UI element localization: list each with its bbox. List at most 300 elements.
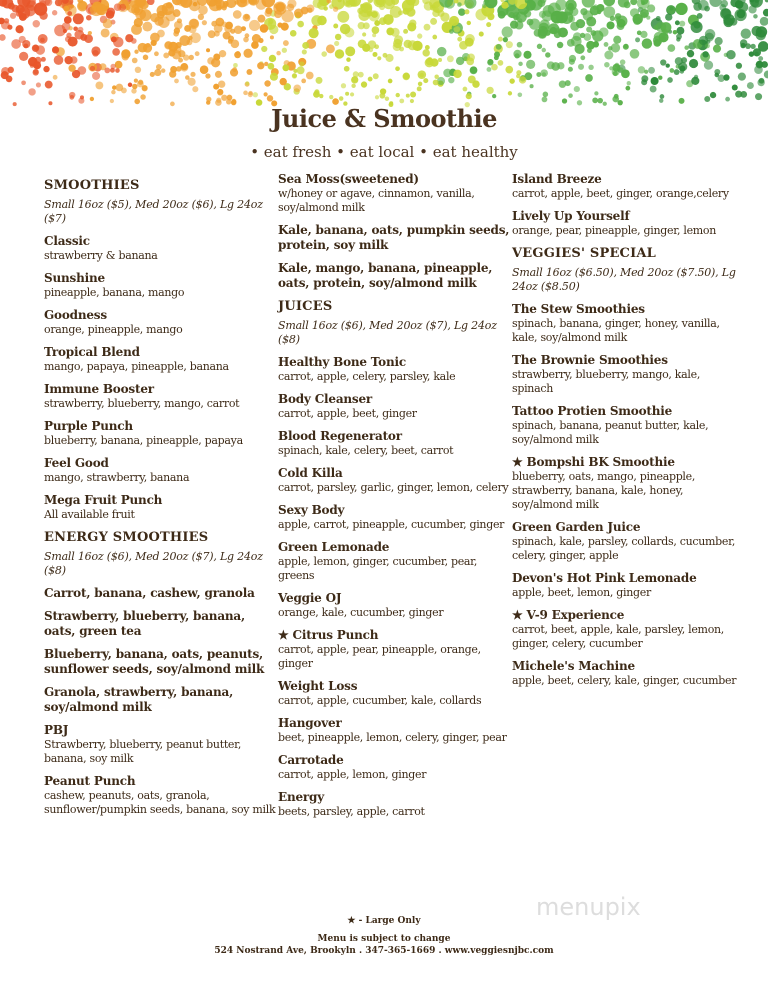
decorative-dot: [278, 23, 283, 28]
decorative-dot: [173, 31, 179, 37]
decorative-dot: [430, 18, 437, 25]
decorative-dot: [713, 45, 721, 53]
decorative-dot: [498, 60, 504, 66]
decorative-dot: [674, 69, 680, 75]
menu-item-ingredients: cashew, peanuts, oats, granola, sunflower/pumpkin seeds, banana, soy milk: [44, 789, 276, 816]
decorative-dot: [644, 70, 648, 74]
decorative-dot: [721, 9, 730, 18]
decorative-dot: [329, 95, 333, 99]
decorative-dot: [467, 53, 475, 61]
decorative-dot: [410, 91, 416, 97]
decorative-dot: [260, 24, 269, 33]
decorative-dot: [276, 51, 281, 56]
decorative-dot: [116, 84, 124, 92]
decorative-dot: [591, 30, 597, 36]
decorative-dot: [88, 31, 92, 35]
menu-item-ingredients: apple, lemon, ginger, cucumber, pear, greens: [278, 555, 478, 582]
menu-column-2: [278, 172, 510, 827]
decorative-dot: [282, 48, 287, 53]
decorative-dot: [658, 76, 662, 80]
decorative-dot: [165, 41, 173, 49]
menu-item: [278, 429, 510, 458]
decorative-dot: [188, 78, 196, 86]
decorative-dot: [230, 29, 235, 34]
decorative-dot: [290, 30, 297, 37]
decorative-dot: [357, 8, 363, 14]
decorative-dot: [571, 36, 582, 47]
decorative-dot: [758, 56, 763, 61]
decorative-dot: [503, 37, 508, 42]
menu-item-name: Energy: [278, 790, 324, 804]
decorative-dot: [134, 79, 138, 83]
decorative-dot: [223, 32, 231, 40]
decorative-dot: [216, 98, 221, 103]
decorative-dot: [457, 37, 462, 42]
menu-item: [278, 172, 510, 215]
menu-item: [278, 790, 510, 819]
menu-item-ingredients: apple, beet, lemon, ginger: [512, 586, 651, 599]
decorative-dot: [568, 93, 573, 98]
decorative-dot: [246, 69, 252, 75]
decorative-dot: [637, 30, 642, 35]
menu-item: [512, 608, 744, 651]
decorative-dot: [132, 58, 138, 64]
decorative-dot: [651, 77, 659, 85]
decorative-dot: [399, 99, 404, 104]
decorative-dot: [335, 34, 341, 40]
decorative-dot: [676, 27, 684, 35]
decorative-dot: [673, 30, 678, 35]
decorative-dot: [362, 32, 366, 36]
decorative-dot: [684, 45, 689, 50]
decorative-dot: [43, 66, 49, 72]
decorative-dot: [174, 79, 179, 84]
decorative-dot: [373, 73, 379, 79]
menu-item-ingredients: blueberry, oats, mango, pineapple, strawberry, banana, kale, honey, soy/almond milk: [512, 470, 696, 511]
decorative-dot: [487, 67, 492, 72]
decorative-dot: [624, 44, 629, 49]
menu-item-name: Lively Up Yourself: [512, 209, 630, 223]
decorative-dot: [345, 46, 355, 56]
decorative-dot: [292, 73, 297, 78]
decorative-dot: [437, 47, 446, 56]
decorative-dot: [519, 76, 526, 83]
decorative-dot: [406, 94, 410, 98]
decorative-dot: [569, 7, 578, 16]
decorative-dot: [341, 83, 346, 88]
decorative-dot: [723, 74, 729, 80]
decorative-dot: [174, 21, 183, 30]
decorative-dot: [270, 35, 274, 39]
menu-item: [512, 520, 744, 563]
menu-item: [44, 234, 276, 263]
decorative-dot: [110, 99, 114, 103]
decorative-dot: [128, 83, 132, 87]
menu-item-name: Island Breeze: [512, 172, 602, 186]
section-pricing: Small 16oz ($5), Med 20oz ($6), Lg 24oz ($7): [44, 198, 263, 225]
decorative-dot: [282, 64, 289, 71]
decorative-dot: [458, 8, 465, 15]
decorative-dot: [667, 44, 675, 52]
section-heading: ENERGY SMOOTHIES: [44, 530, 209, 545]
decorative-dot: [373, 52, 378, 57]
menu-item-ingredients: All available fruit: [44, 508, 135, 521]
decorative-dot: [234, 26, 243, 35]
decorative-dot: [475, 9, 487, 21]
decorative-dot: [214, 24, 223, 33]
menu-item: [278, 716, 510, 745]
menu-item-name: Goodness: [44, 308, 107, 322]
decorative-dot: [449, 16, 459, 26]
menu-item-ingredients: spinach, kale, parsley, collards, cucumber, celery, ginger, apple: [512, 535, 736, 562]
decorative-dot: [395, 66, 400, 71]
decorative-dot: [339, 96, 344, 101]
decorative-dot: [162, 3, 174, 15]
decorative-dot: [190, 19, 199, 28]
decorative-dot: [92, 50, 99, 57]
menu-item: [512, 404, 744, 447]
menu-item-name: Devon's Hot Pink Lemonade: [512, 571, 697, 585]
menu-item: [512, 353, 744, 396]
decorative-dot: [233, 63, 238, 68]
menu-item-name: Carrot, banana, cashew, granola: [44, 586, 255, 600]
menu-item-ingredients: carrot, apple, beet, ginger, orange,celery: [512, 187, 729, 200]
decorative-dot: [316, 77, 323, 84]
decorative-dot: [536, 72, 541, 77]
decorative-dot: [660, 59, 666, 65]
decorative-dot: [125, 34, 133, 42]
decorative-dot: [265, 10, 272, 17]
decorative-dot: [249, 20, 260, 31]
menu-item-ingredients: carrot, beet, apple, kale, parsley, lemon, ginger, celery, cucumber: [512, 623, 724, 650]
decorative-dot: [518, 18, 522, 22]
menu-item: [44, 493, 276, 522]
decorative-dot: [30, 64, 34, 68]
decorative-dot: [607, 21, 615, 29]
decorative-dot: [613, 36, 621, 44]
decorative-dot: [337, 11, 349, 23]
decorative-dot: [524, 10, 532, 18]
decorative-dot: [287, 4, 294, 11]
decorative-dot: [221, 95, 227, 101]
decorative-dot: [630, 8, 639, 17]
decorative-dot: [142, 22, 152, 32]
decorative-dot: [78, 66, 87, 75]
menu-item-ingredients: beets, parsley, apple, carrot: [278, 805, 425, 818]
menu-item-ingredients: carrot, apple, celery, parsley, kale: [278, 370, 456, 383]
decorative-dot: [73, 26, 78, 31]
decorative-dot: [678, 62, 687, 71]
decorative-dot: [84, 34, 93, 43]
decorative-dot: [253, 92, 258, 97]
decorative-dot: [466, 93, 472, 99]
decorative-dot: [244, 14, 249, 19]
decorative-dot: [294, 8, 303, 17]
decorative-dot: [375, 95, 379, 99]
decorative-dot: [432, 35, 437, 40]
decorative-dot: [725, 97, 730, 102]
menu-item-name: Mega Fruit Punch: [44, 493, 163, 507]
decorative-dot: [438, 58, 442, 62]
decorative-dot: [40, 38, 45, 43]
decorative-dot: [402, 73, 409, 80]
decorative-dot: [557, 42, 563, 48]
decorative-dot: [218, 81, 225, 88]
decorative-dot: [409, 19, 416, 26]
decorative-dot: [689, 59, 698, 68]
decorative-dot: [670, 68, 675, 73]
decorative-dot: [736, 63, 742, 69]
decorative-dot: [537, 44, 542, 49]
menu-item-ingredients: orange, kale, cucumber, ginger: [278, 606, 444, 619]
decorative-dot: [738, 2, 748, 12]
decorative-dot: [603, 6, 615, 18]
decorative-dot: [307, 7, 312, 12]
decorative-dot: [386, 27, 394, 35]
decorative-dot: [705, 33, 714, 42]
menu-item-name: ★ V-9 Experience: [512, 608, 625, 622]
decorative-dot: [269, 25, 278, 34]
decorative-dot: [404, 40, 412, 48]
decorative-dot: [403, 8, 410, 15]
decorative-dot: [449, 29, 454, 34]
decorative-dot: [281, 10, 293, 22]
decorative-dot: [205, 73, 210, 78]
decorative-dot: [216, 5, 222, 11]
decorative-dot: [753, 14, 758, 19]
decorative-dot: [7, 25, 12, 30]
menu-item-ingredients: strawberry, blueberry, mango, kale, spinach: [512, 368, 701, 395]
decorative-dot: [264, 80, 270, 86]
decorative-dot: [217, 89, 223, 95]
decorative-dot: [383, 14, 394, 25]
decorative-dot: [323, 6, 328, 11]
decorative-dot: [15, 25, 23, 33]
decorative-dot: [52, 10, 57, 15]
decorative-dot: [543, 92, 549, 98]
decorative-dot: [33, 61, 41, 69]
decorative-dot: [270, 73, 278, 81]
decorative-dot: [156, 64, 162, 70]
decorative-dot: [565, 80, 571, 86]
menu-item: [278, 591, 510, 620]
decorative-dot: [518, 92, 523, 97]
decorative-dot: [114, 3, 122, 11]
decorative-dot: [313, 91, 320, 98]
decorative-dot: [750, 44, 755, 49]
menu-item: [512, 455, 744, 512]
decorative-dot: [508, 91, 512, 95]
decorative-dot: [496, 44, 502, 50]
menu-item-ingredients: carrot, apple, lemon, ginger: [278, 768, 427, 781]
decorative-dot: [679, 21, 685, 27]
tagline: • eat fresh • eat local • eat healthy: [250, 143, 518, 161]
decorative-dot: [588, 65, 593, 70]
decorative-dot: [154, 69, 161, 76]
decorative-dot: [604, 51, 613, 60]
decorative-dot: [714, 73, 719, 78]
decorative-dot: [403, 29, 408, 34]
menu-item-ingredients: strawberry & banana: [44, 249, 158, 262]
decorative-dot: [344, 27, 354, 37]
decorative-dot: [425, 45, 430, 50]
decorative-dot: [329, 4, 334, 9]
decorative-dot: [625, 86, 630, 91]
menu-item: [512, 571, 744, 600]
menu-item: [44, 456, 276, 485]
decorative-dot: [642, 38, 652, 48]
decorative-dot: [491, 64, 498, 71]
decorative-dot: [142, 85, 148, 91]
decorative-dot: [464, 0, 476, 9]
decorative-dot: [248, 92, 253, 97]
decorative-dot: [190, 72, 195, 77]
decorative-dot: [710, 92, 716, 98]
decorative-dot: [691, 21, 703, 33]
decorative-dot: [135, 9, 146, 20]
decorative-dot: [492, 94, 496, 98]
decorative-dot: [518, 62, 522, 66]
decorative-dot: [231, 40, 240, 49]
disclaimer: Menu is subject to change: [317, 934, 451, 944]
decorative-dot: [103, 19, 113, 29]
decorative-dot: [586, 41, 595, 50]
decorative-dot: [135, 67, 141, 73]
menu-item: [278, 392, 510, 421]
decorative-dot: [306, 72, 314, 80]
decorative-dot: [603, 0, 615, 6]
menu-item-ingredients: orange, pineapple, mango: [44, 323, 183, 336]
decorative-dot: [590, 6, 600, 16]
decorative-dot: [180, 63, 188, 71]
decorative-dot: [221, 21, 227, 27]
decorative-dot: [570, 22, 579, 31]
decorative-dot: [131, 88, 136, 93]
decorative-dot: [638, 66, 645, 73]
decorative-dot: [115, 61, 123, 69]
decorative-dot: [542, 48, 546, 52]
menu-item-name: Body Cleanser: [278, 392, 373, 406]
decorative-dot: [594, 91, 598, 95]
menu-column-3: [512, 172, 744, 696]
menu-item-ingredients: apple, beet, celery, kale, ginger, cucumber: [512, 674, 737, 687]
decorative-dot: [21, 80, 26, 85]
decorative-dot: [414, 44, 420, 50]
decorative-dot: [107, 8, 115, 16]
section-pricing: Small 16oz ($6), Med 20oz ($7), Lg 24oz ($8): [44, 550, 263, 577]
decorative-dot: [358, 72, 364, 78]
decorative-dot: [243, 91, 248, 96]
decorative-dot: [705, 43, 710, 48]
decorative-dot: [738, 73, 746, 81]
decorative-dot: [157, 30, 165, 38]
decorative-dot: [301, 79, 306, 84]
decorative-dot: [568, 67, 573, 72]
decorative-dot: [424, 24, 431, 31]
decorative-dot: [232, 67, 237, 72]
menu-item: [44, 774, 276, 817]
decorative-dot: [122, 53, 130, 61]
large-only-note: ★ - Large Only: [347, 916, 421, 926]
menu-item: [278, 466, 510, 495]
menu-item: [44, 647, 276, 677]
decorative-dot: [234, 51, 241, 58]
decorative-dot: [633, 17, 641, 25]
decorative-dot: [111, 90, 115, 94]
decorative-dot: [554, 31, 561, 38]
decorative-dot: [514, 53, 519, 58]
decorative-dot: [704, 96, 710, 102]
decorative-dot: [509, 78, 514, 83]
menu-item: [44, 345, 276, 374]
menu-item: [44, 271, 276, 300]
decorative-dot: [259, 38, 264, 43]
decorative-dot: [345, 92, 349, 96]
decorative-dot: [317, 16, 327, 26]
decorative-dot: [90, 97, 94, 101]
decorative-dot: [368, 77, 373, 82]
menu-item-name: Strawberry, blueberry, banana, oats, green tea: [44, 609, 245, 638]
decorative-dot: [423, 78, 428, 83]
menu-item-name: Sea Moss(sweetened): [278, 172, 419, 186]
menu-item: [512, 659, 744, 688]
decorative-dot: [463, 87, 468, 92]
decorative-dot: [486, 87, 493, 94]
menu-item-name: Cold Killa: [278, 466, 343, 480]
decorative-dot: [154, 51, 159, 56]
decorative-dot: [36, 82, 41, 87]
menu-item-name: Feel Good: [44, 456, 109, 470]
decorative-dot: [613, 71, 618, 76]
decorative-dot: [101, 28, 110, 37]
menu-item: [44, 308, 276, 337]
decorative-dot: [453, 70, 462, 79]
menu-item: [278, 753, 510, 782]
menu-item-ingredients: w/honey or agave, cinnamon, vanilla, soy/almond milk: [278, 187, 475, 214]
page-title: Juice & Smoothie: [271, 104, 497, 133]
decorative-dot-banner: [0, 0, 768, 110]
decorative-dot: [299, 61, 304, 66]
menu-item-ingredients: carrot, parsley, garlic, ginger, lemon, celery: [278, 481, 509, 494]
decorative-dot: [268, 63, 275, 70]
decorative-dot: [424, 1, 433, 10]
decorative-dot: [741, 28, 751, 38]
decorative-dot: [344, 66, 350, 72]
decorative-dot: [735, 91, 742, 98]
decorative-dot: [377, 56, 381, 60]
decorative-dot: [753, 48, 761, 56]
decorative-dot: [615, 16, 621, 22]
menu-item-ingredients: spinach, banana, ginger, honey, vanilla, kale, soy/almond milk: [512, 317, 720, 344]
decorative-dot: [192, 86, 198, 92]
decorative-dot: [243, 37, 249, 43]
menu-item-name: Veggie OJ: [278, 591, 342, 605]
decorative-dot: [740, 43, 745, 48]
decorative-dot: [498, 37, 503, 42]
decorative-dot: [448, 77, 454, 83]
decorative-dot: [64, 56, 72, 64]
decorative-dot: [279, 78, 286, 85]
decorative-dot: [447, 55, 454, 62]
menu-item-name: Purple Punch: [44, 419, 133, 433]
decorative-dot: [592, 97, 598, 103]
menu-item-ingredients: orange, pear, pineapple, ginger, lemon: [512, 224, 717, 237]
menu-item-name: ★ Citrus Punch: [278, 628, 379, 642]
decorative-dot: [170, 66, 177, 73]
decorative-dot: [150, 72, 155, 77]
decorative-dot: [78, 52, 82, 56]
decorative-dot: [551, 62, 560, 71]
